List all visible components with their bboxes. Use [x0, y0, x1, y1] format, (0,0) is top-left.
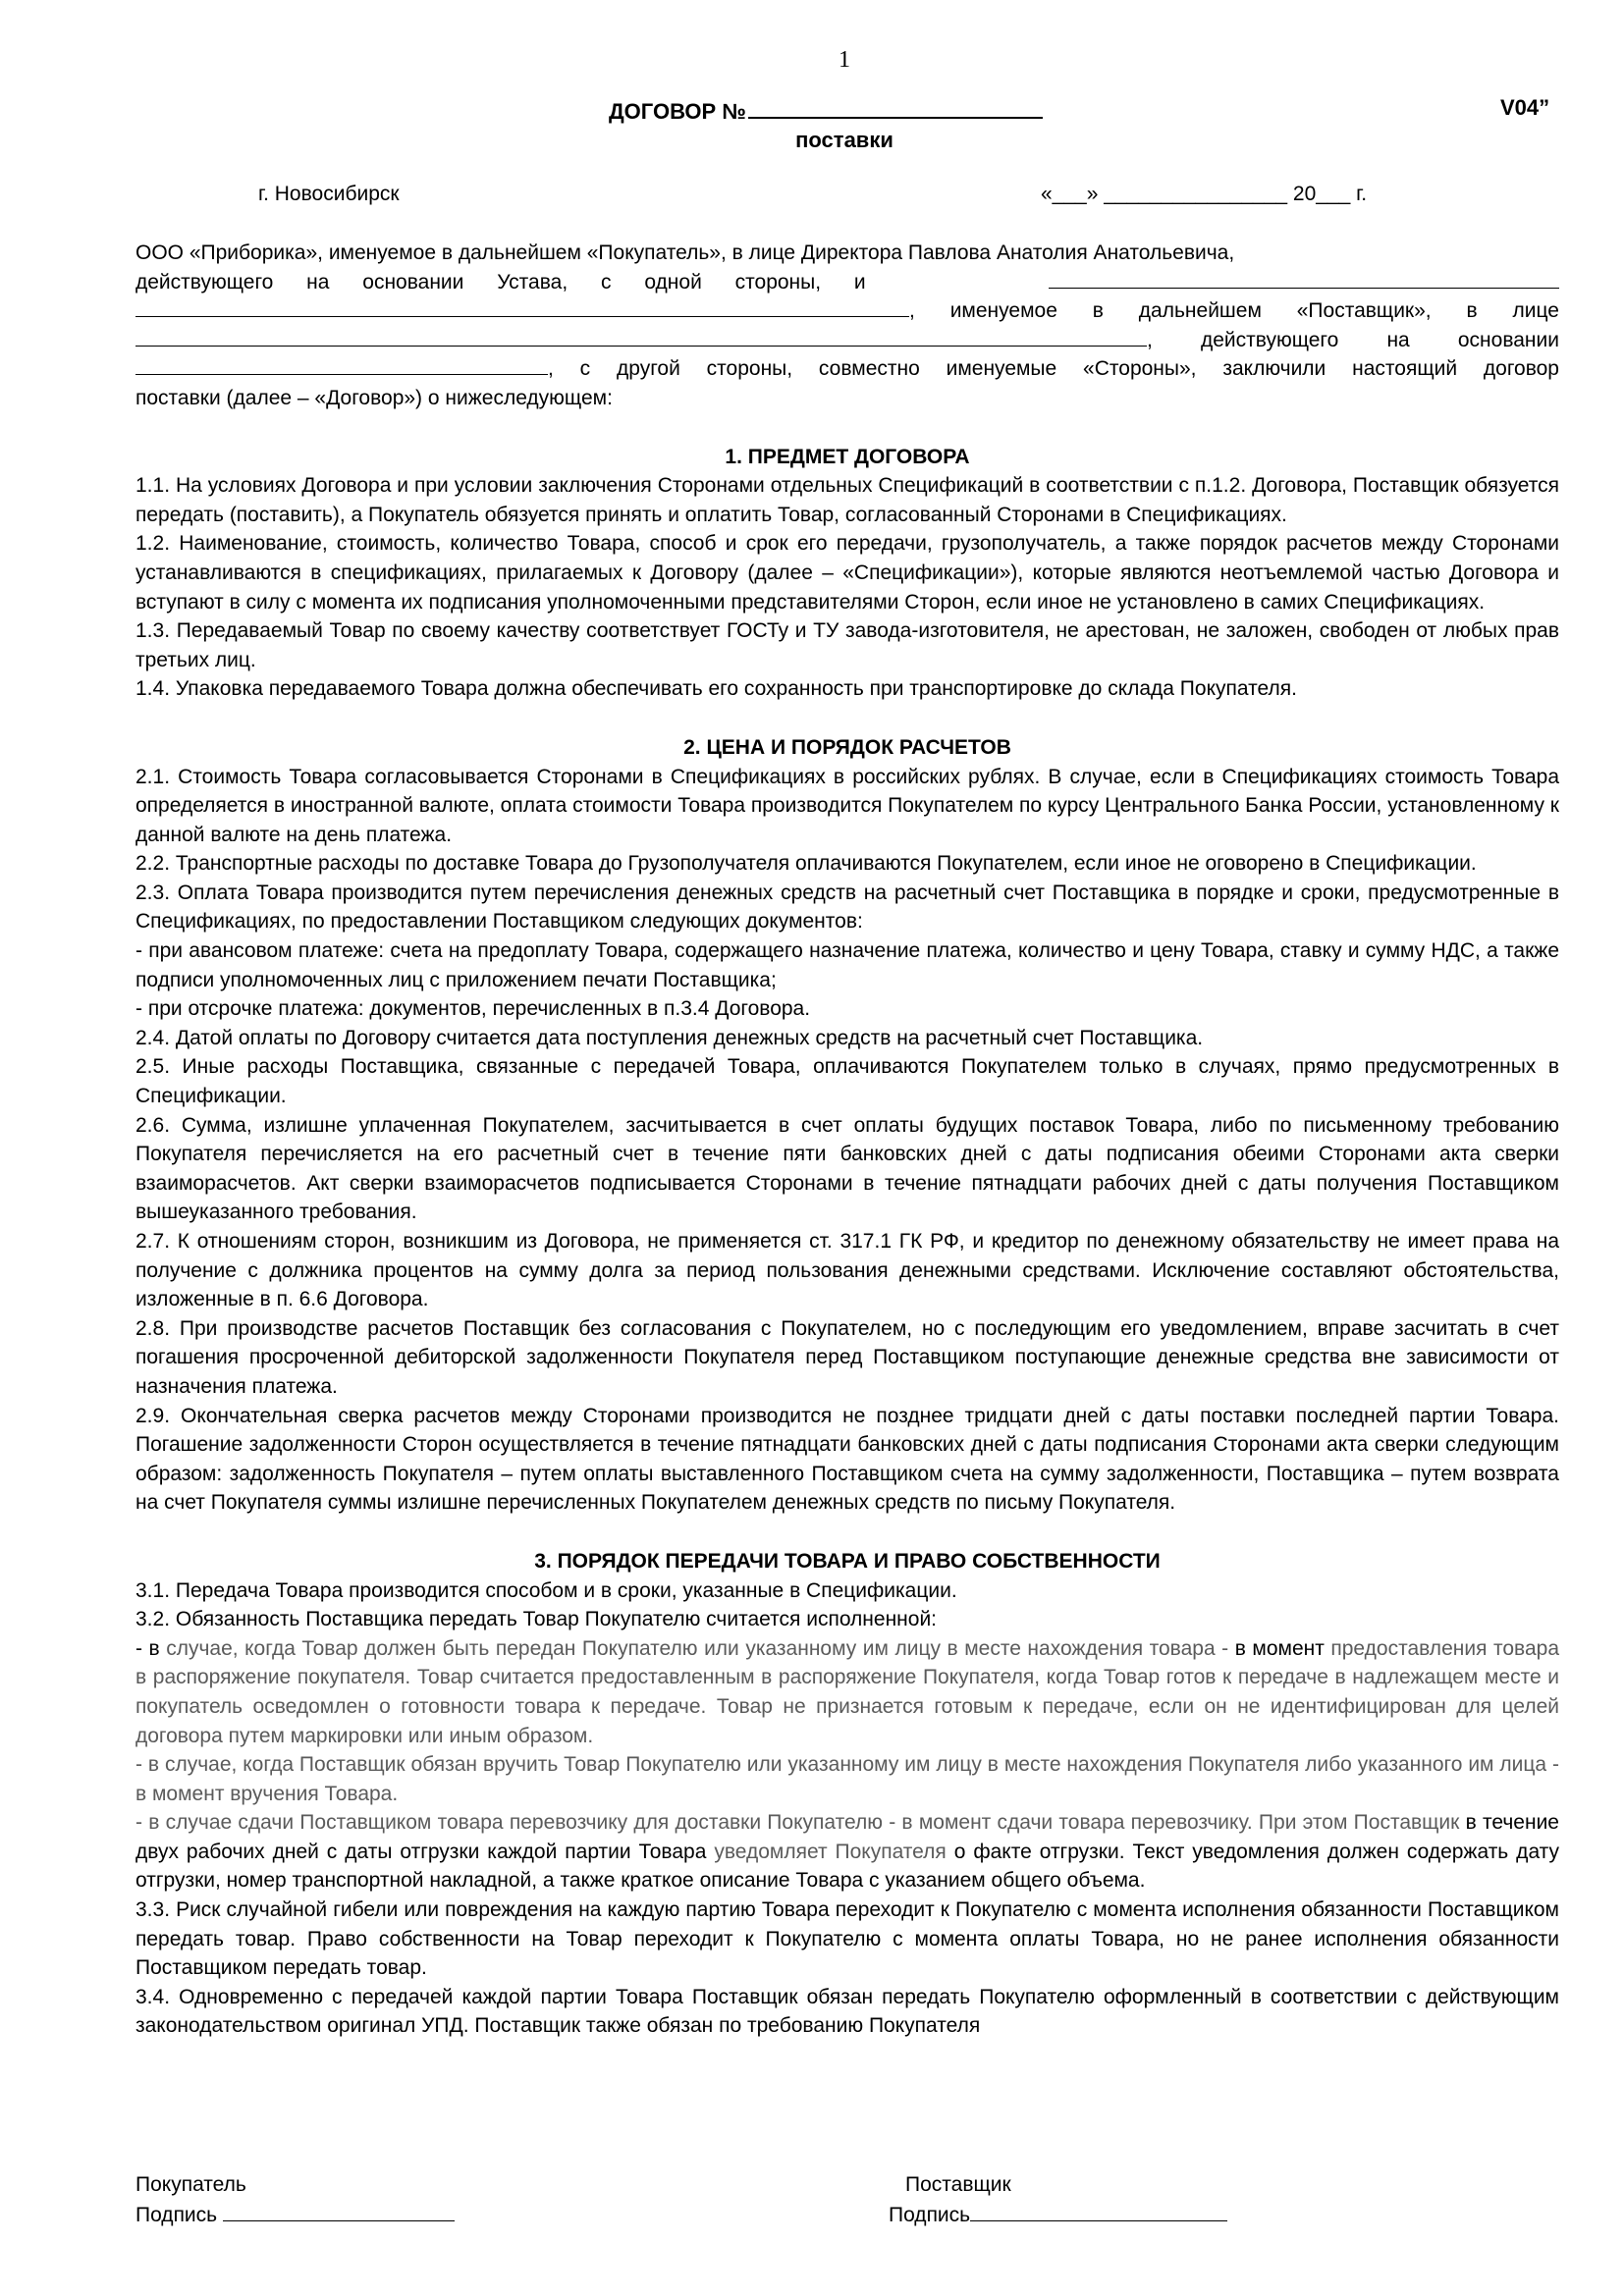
buyer-label: Покупатель [135, 2173, 246, 2196]
buyer-signature [135, 2203, 455, 2227]
clause: - при авансовом платеже: счета на предоплату Товара, содержащего назначение платежа, количество и цену Товара, ставку и сумму НДС, а также подписи уполномоченных лиц с приложением печати Поставщика; [135, 939, 1559, 991]
preamble-line [135, 296, 1559, 326]
clause: 2.3. Оплата Товара производится путем перечисления денежных средств на расчетный счет Поставщика в порядке и сроки, предусмотренные в Спецификациях, по предоставлении Поставщиком следующих документов: [135, 881, 1559, 934]
page-number: 1 [839, 47, 850, 73]
supplier-label: Поставщик [905, 2173, 1011, 2196]
sign-label: Подпись [889, 2204, 971, 2226]
document-body [135, 239, 1559, 2041]
supplier-signature-field[interactable] [970, 2203, 1227, 2221]
preamble-text: , действующего на основании [1147, 328, 1559, 351]
preamble [135, 239, 1559, 413]
buyer-signature-field[interactable] [223, 2203, 455, 2221]
clause: 2.7. К отношениям сторон, возникшим из Договора, не применяется ст. 317.1 ГК РФ, и кредитор по денежному обязательству не имеет права на получение с должника процентов на сумму долга за период пользования денежными средствами. Исключение составляют обстоятельства, изложенные в п. 6.6 Договора. [135, 1230, 1559, 1311]
date-field[interactable]: «___» ________________ 20___ г. [1041, 183, 1368, 205]
clause: 2.8. При производстве расчетов Поставщик без согласования с Покупателем, но с последующим его уведомлением, вправе засчитать в счет погашения просроченной дебиторской задолженности Покупателя перед Поставщиком поступающие денежные средства вне зависимости от назначения платежа. [135, 1316, 1559, 1398]
version-label: V04” [1500, 95, 1550, 120]
clause: 1.4. Упаковка передаваемого Товара должна обеспечивать его сохранность при транспортировке до склада Покупателя. [135, 677, 1297, 701]
clause: 2.2. Транспортные расходы по доставке Товара до Грузополучателя оплачиваются Покупателем, если иное не оговорено в Спецификации. [135, 852, 1477, 876]
section-heading: 2. ЦЕНА И ПОРЯДОК РАСЧЕТОВ [683, 735, 1011, 759]
supplier-name-field[interactable] [1049, 270, 1559, 289]
preamble-line [135, 268, 1559, 297]
clause: - при отсрочке платежа: документов, перечисленных в п.3.4 Договора. [135, 997, 811, 1021]
preamble-text: , именуемое в дальнейшем «Поставщик», в лице [909, 299, 1559, 323]
preamble-line [135, 354, 1559, 384]
preamble-line [135, 326, 1559, 355]
case-text: в течение двух рабочих дней с даты отгрузки каждой партии Товара [135, 1811, 1559, 1863]
clause: 3.3. Риск случайной гибели или повреждения на каждую партию Товара переходит к Покупателю с момента исполнения обязанности Поставщиком передать товар. Право собственности на Товар переходит к Покупателю с момента оплаты Товара, но не ранее исполнения обязанности Поставщиком передать товар. [135, 1898, 1559, 1980]
clause: 3.2. Обязанность Поставщика передать Товар Покупателю считается исполненной: [135, 1608, 938, 1631]
clause: 2.5. Иные расходы Поставщика, связанные с передачей Товара, оплачиваются Покупателем только в случаях, прямо предусмотренных в Спецификации. [135, 1055, 1559, 1108]
basis-field[interactable] [135, 356, 548, 375]
case-text-gray: предоставления товара в распоряжение покупателя. Товар считается предоставленным в распоряжение Покупателя, когда Товар готов к передаче в надлежащем месте и покупатель осведомлен о готовности товара к передаче. Товар не признается готовым к передаче, если он не идентифицирован для целей договора путем маркировки или иным образом. [135, 1636, 1559, 1747]
clause: 2.6. Сумма, излишне уплаченная Покупателем, засчитывается в счет оплаты будущих поставок Товара, либо по письменному требованию Покупателя перечисляется на его расчетный счет в течение пяти банковских дней с даты подписания обеими Сторонами акта сверки взаиморасчетов. Акт сверки взаиморасчетов подписывается Сторонами в течение пятнадцати рабочих дней с даты получения Поставщиком вышеуказанного требования. [135, 1113, 1559, 1224]
preamble-text: действующего на основании Устава, с одной стороны, и [135, 270, 866, 294]
case-text-gray: - в случае сдачи Поставщиком товара перевозчику для доставки Покупателю - в момент сдачи товара перевозчику. При этом Поставщик [135, 1811, 1460, 1835]
clause: 1.1. На условиях Договора и при условии заключения Сторонами отдельных Спецификаций в соответствии с п.1.2. Договора, Поставщик обязуется передать (поставить), а Покупатель обязуется принять и оплатить Товар, согласованный Сторонами в Спецификациях. [135, 474, 1559, 526]
clause-case [135, 1634, 1559, 1750]
contract-subtitle: поставки [795, 128, 893, 152]
clause: 1.2. Наименование, стоимость, количество Товара, способ и срок его передачи, грузополучатель, а также порядок расчетов между Сторонами устанавливаются в спецификациях, прилагаемых к Договору (далее – «Спецификации»), которые являются неотъемлемой частью Договора и вступают в силу с момента их подписания уполномоченными представителями Сторон, если иное не установлено в самих Спецификациях. [135, 532, 1559, 614]
section-heading: 1. ПРЕДМЕТ ДОГОВОРА [725, 445, 970, 468]
case-text-gray: уведомляет Покупателя [714, 1840, 947, 1863]
case-dash: - в [135, 1636, 160, 1660]
supplier-signature [889, 2203, 1227, 2227]
clause-case: - в случае, когда Поставщик обязан вручить Товар Покупателю или указанному им лицу в месте нахождения Покупателя либо указанного им лица - в момент вручения Товара. [135, 1753, 1559, 1805]
clause: 1.3. Передаваемый Товар по своему качеству соответствует ГОСТу и ТУ завода-изготовителя, не арестован, не заложен, свободен от любых прав третьих лиц. [135, 619, 1559, 671]
clause: 2.1. Стоимость Товара согласовывается Сторонами в Спецификациях в российских рублях. В случае, если в Спецификациях стоимость Товара определяется в иностранной валюте, оплата стоимости Товара производится Покупателем по курсу Центрального Банка России, установленному к данной валюте на день платежа. [135, 765, 1559, 846]
clause: 2.4. Датой оплаты по Договору считается дата поступления денежных средств на расчетный счет Поставщика. [135, 1026, 1204, 1049]
representative-field[interactable] [135, 328, 1147, 347]
preamble-line: ООО «Приборика», именуемое в дальнейшем «Покупатель», в лице Директора Павлова Анатолия Анатольевича, [135, 241, 1235, 264]
contract-title [609, 95, 1043, 125]
preamble-line: поставки (далее – «Договор») о нижеследующем: [135, 386, 613, 409]
case-text-gray: случае, когда Товар должен быть передан Покупателю или указанному им лицу в месте нахождения товара - [159, 1636, 1235, 1660]
contract-number-field[interactable] [748, 95, 1043, 119]
section-heading: 3. ПОРЯДОК ПЕРЕДАЧИ ТОВАРА И ПРАВО СОБСТВЕННОСТИ [534, 1549, 1161, 1573]
clause-case [135, 1808, 1559, 1896]
clause: 3.4. Одновременно с передачей каждой партии Товара Поставщик обязан передать Покупателю оформленный в соответствии с действующим законодательством оригинал УПД. Поставщик также обязан по требованию Покупателя [135, 1985, 1559, 2038]
supplier-name-field-cont[interactable] [135, 298, 909, 317]
sign-label: Подпись [135, 2204, 218, 2226]
city: г. Новосибирск [258, 183, 400, 205]
contract-title-text: ДОГОВОР № [609, 99, 746, 124]
preamble-text: , с другой стороны, совместно именуемые «Стороны», заключили настоящий договор [548, 357, 1559, 381]
clause: 2.9. Окончательная сверка расчетов между Сторонами производится не позднее тридцати дней с даты поставки последней партии Товара. Погашение задолженности Сторон осуществляется в течение пятнадцати банковских дней с даты подписания Сторонами акта сверки следующим образом: задолженность Покупателя – путем оплаты выставленного Поставщиком счета на сумму задолженности, Поставщика – путем возврата на счет Покупателя суммы излишне перечисленных Покупателем денежных средств по письму Покупателя. [135, 1404, 1559, 1515]
case-text: в момент [1234, 1636, 1325, 1660]
case-text: о факте отгрузки. Текст уведомления должен содержать дату отгрузки, номер транспортной накладной, а также краткое описание Товара с указанием общего объема. [135, 1840, 1560, 1893]
clause: 3.1. Передача Товара производится способом и в сроки, указанные в Спецификации. [135, 1578, 957, 1602]
